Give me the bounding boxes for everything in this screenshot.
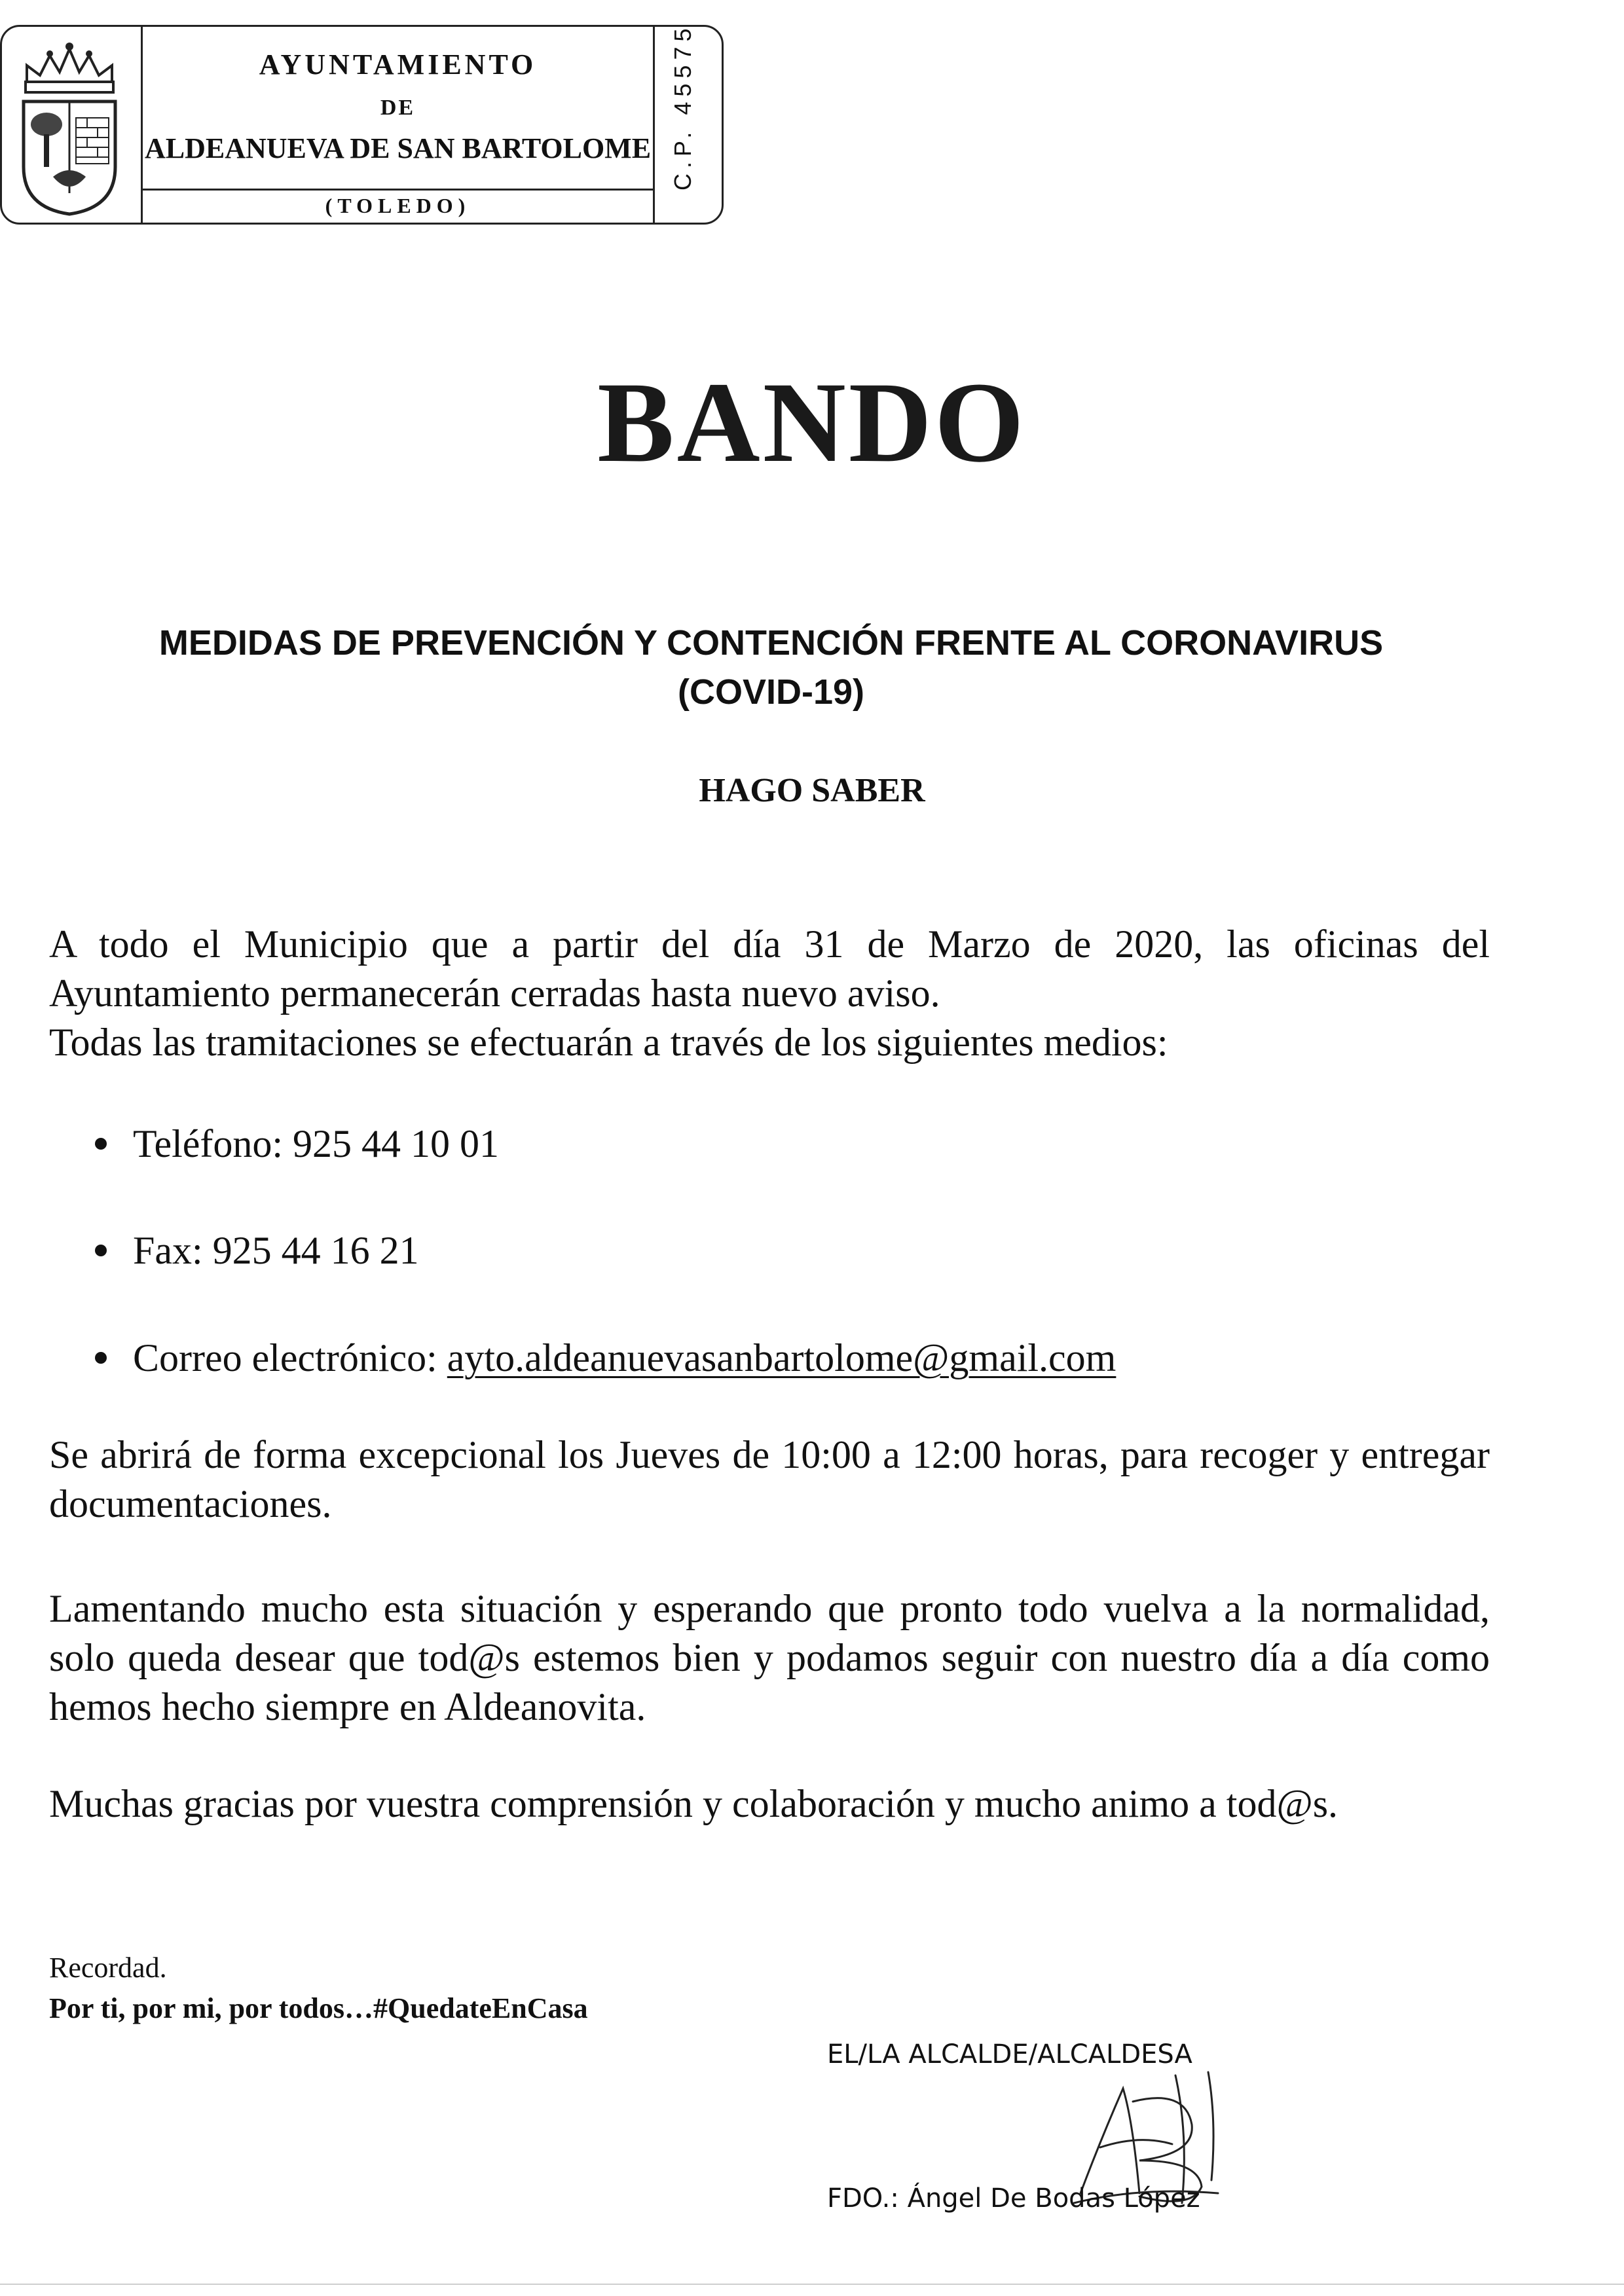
thanks-paragraph: Muchas gracias por vuestra comprensión y colaboración y mucho animo a tod@s. bbox=[49, 1782, 1338, 1825]
bullet-icon bbox=[95, 1245, 107, 1256]
document-title: BANDO bbox=[597, 359, 1027, 486]
contact-email bbox=[95, 1334, 1116, 1383]
municipality-name-box bbox=[141, 27, 655, 191]
subtitle-line-2: (COVID-19) bbox=[677, 672, 865, 712]
coat-of-arms-icon bbox=[14, 36, 125, 219]
signatory-role: EL/LA ALCALDE/ALCALDESA bbox=[827, 2039, 1192, 2069]
postal-code-box bbox=[655, 23, 724, 225]
closing-reminder: Recordad. bbox=[49, 1952, 167, 1984]
letterhead-line-2: DE bbox=[380, 96, 416, 120]
letterhead bbox=[0, 25, 724, 225]
opening-hours-paragraph: Se abrirá de forma excepcional los Jueves de 10:00 a 12:00 horas, para recoger y entregar documentaciones. bbox=[49, 1433, 1490, 1525]
wishes-paragraph: Lamentando mucho esta situación y esperando que pronto todo vuelva a la normalidad, solo queda desear que tod@s estemos bien y podamos seguir con nuestro día a día como hemos hecho siempre en Aldeanovita. bbox=[49, 1587, 1490, 1728]
closing-motto: Por ti, por mi, por todos…#QuedateEnCasa bbox=[49, 1992, 588, 2024]
document-subtitle bbox=[118, 619, 1424, 717]
contact-fax bbox=[95, 1226, 419, 1275]
section-heading: HAGO SABER bbox=[699, 772, 925, 809]
subtitle-line-1: MEDIDAS DE PREVENCIÓN Y CONTENCIÓN FRENTE AL CORONAVIRUS bbox=[158, 623, 1384, 663]
contact-phone-text: Teléfono: 925 44 10 01 bbox=[133, 1122, 500, 1165]
letterhead-line-3: ALDEANUEVA DE SAN BARTOLOME bbox=[144, 132, 652, 164]
scan-edge-divider bbox=[0, 2284, 1624, 2285]
contact-fax-text: Fax: 925 44 16 21 bbox=[133, 1229, 419, 1272]
bullet-icon bbox=[95, 1138, 107, 1150]
province-box bbox=[141, 189, 655, 225]
letterhead-province: (TOLEDO) bbox=[325, 194, 471, 217]
signatory-name: FDO.: Ángel De Bodas López bbox=[827, 2183, 1200, 2214]
email-link[interactable]: ayto.aldeanuevasanbartolome@gmail.com bbox=[447, 1336, 1116, 1379]
intro-text-line-2: Todas las tramitaciones se efectuarán a través de los siguientes medios: bbox=[49, 1021, 1168, 1064]
intro-paragraph bbox=[49, 920, 1490, 1067]
contact-email-label: Correo electrónico: bbox=[133, 1336, 447, 1379]
contact-phone bbox=[95, 1120, 499, 1169]
intro-text: A todo el Municipio que a partir del día 31 de Marzo de 2020, las oficinas del Ayuntamiento permanecerán cerradas hasta nuevo aviso. bbox=[49, 922, 1490, 1015]
bullet-icon bbox=[95, 1352, 107, 1364]
letterhead-line-1: AYUNTAMIENTO bbox=[259, 48, 537, 81]
postal-code: C.P. 45575 bbox=[669, 23, 696, 191]
